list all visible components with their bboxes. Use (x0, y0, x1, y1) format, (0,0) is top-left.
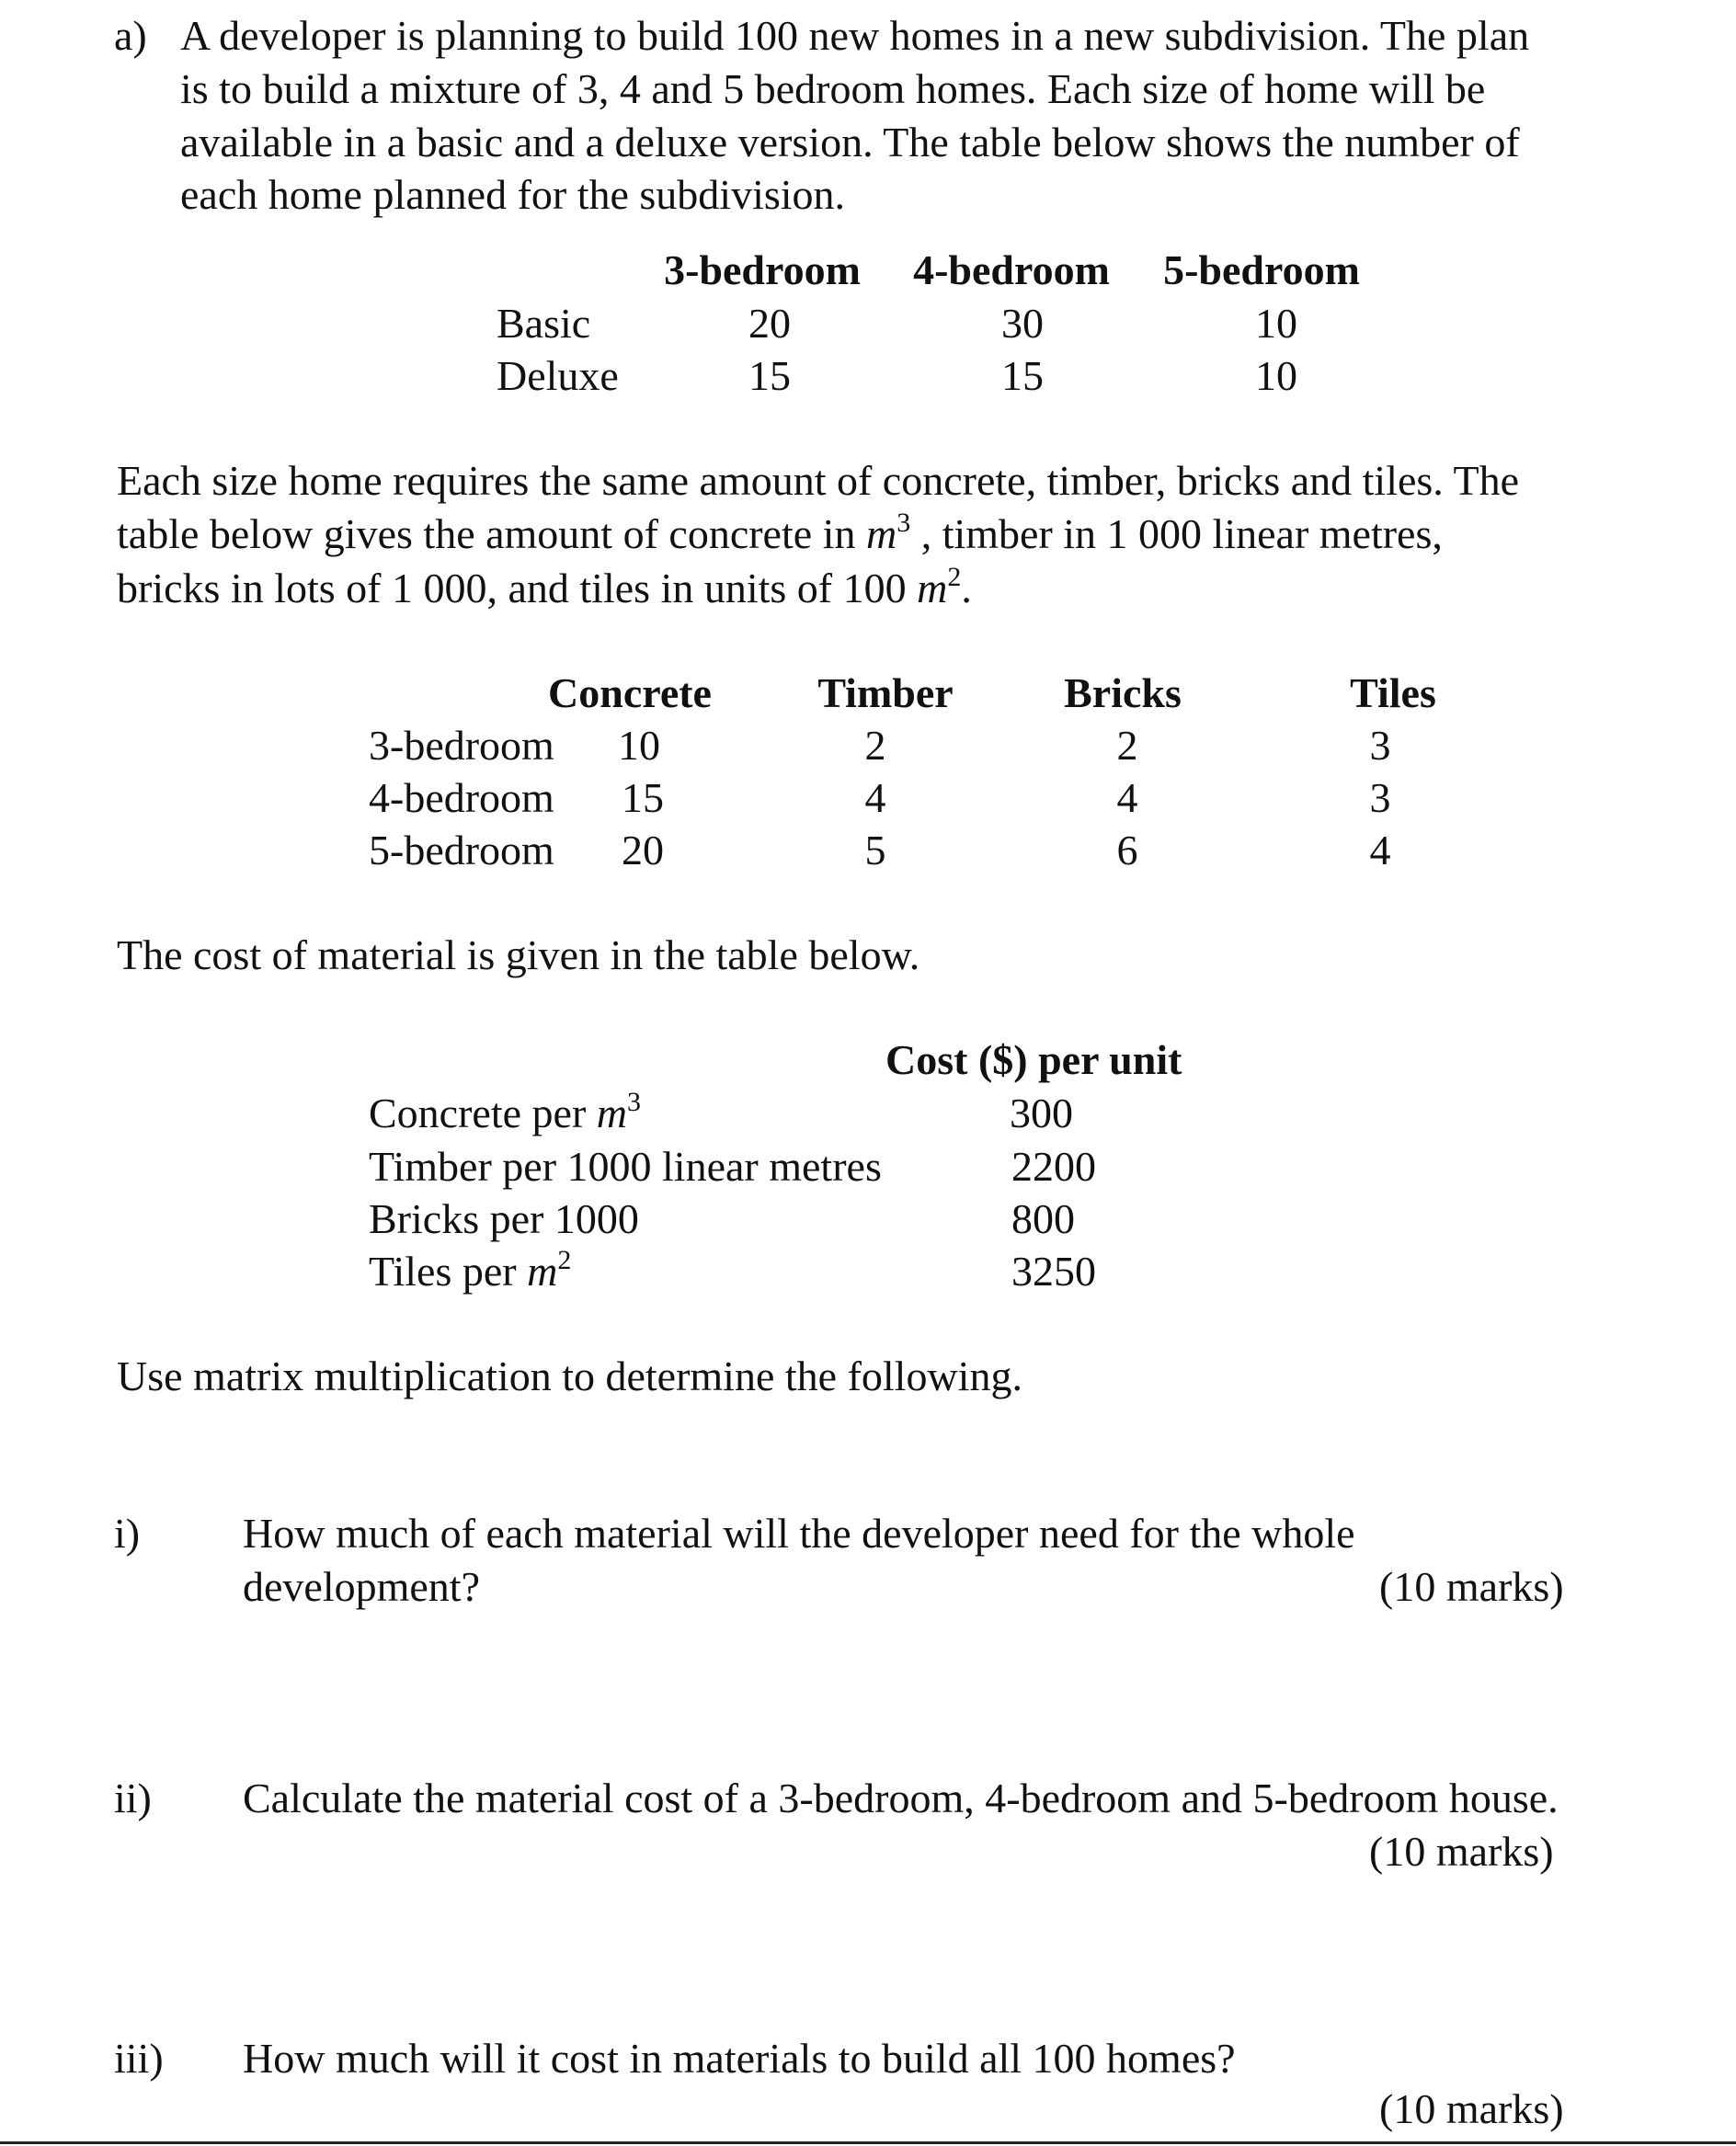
cost-table-row-label: Tiles per $m^2$ (369, 1244, 572, 1295)
page-bottom-rule (0, 2141, 1736, 2144)
instruction: Use matrix multiplication to determine the following. (117, 1353, 1022, 1399)
materials-table-cell: 20 (622, 827, 664, 873)
cost-table-header: Cost ($) per unit (885, 1036, 1182, 1083)
materials-table-cell: 10 (618, 722, 660, 769)
homes-table-cell: 15 (1001, 352, 1044, 399)
homes-table-cell: 20 (748, 300, 791, 347)
part-label: a) (114, 12, 147, 59)
materials-table-cell: 5 (864, 827, 886, 873)
question-text: Calculate the material cost of a 3-bedroom, 4-bedroom and 5-bedroom house. (243, 1775, 1559, 1821)
materials-table-cell: 6 (1116, 827, 1138, 873)
materials-table-cell: 4 (864, 774, 886, 821)
cost-table-value: 3250 (1011, 1248, 1096, 1295)
materials-intro-line: bricks in lots of 1 000, and tiles in units of 100 $m^2$. (117, 561, 972, 611)
homes-table-col-header: 3-bedroom (664, 246, 861, 293)
homes-table-cell: 10 (1255, 300, 1297, 347)
materials-table-row-label: 3-bedroom (369, 722, 554, 769)
materials-table-cell: 15 (622, 774, 664, 821)
materials-table-row-label: 5-bedroom (369, 827, 554, 873)
materials-table-col-header: Bricks (1064, 669, 1182, 716)
question-number: iii) (114, 2035, 164, 2082)
question-number: ii) (114, 1775, 152, 1821)
intro-line: A developer is planning to build 100 new homes in a new subdivision. The plan (180, 12, 1530, 59)
homes-table-row-label: Deluxe (497, 352, 619, 399)
homes-table-cell: 15 (748, 352, 791, 399)
intro-line: available in a basic and a deluxe version. The table below shows the number of (180, 119, 1520, 166)
materials-table-cell: 3 (1369, 774, 1391, 821)
materials-table-row-label: 4-bedroom (369, 774, 554, 821)
cost-intro: The cost of material is given in the table below. (117, 931, 920, 978)
intro-line: is to build a mixture of 3, 4 and 5 bedroom homes. Each size of home will be (180, 65, 1486, 112)
cost-table-row-label: Concrete per $m^3$ (369, 1086, 642, 1136)
materials-table-cell: 2 (864, 722, 886, 769)
question-number: i) (114, 1510, 141, 1557)
question-text: development? (243, 1563, 481, 1610)
intro-line: each home planned for the subdivision. (180, 171, 846, 218)
question-marks: (10 marks) (1379, 2085, 1564, 2132)
materials-table-col-header: Tiles (1350, 669, 1436, 716)
materials-intro-line: Each size home requires the same amount of concrete, timber, bricks and tiles. The (117, 457, 1519, 504)
homes-table-row-label: Basic (497, 300, 591, 347)
cost-table-value: 300 (1010, 1090, 1073, 1136)
materials-intro-line: table below gives the amount of concrete in $m^3$ , timber in 1 000 linear metres, (117, 507, 1443, 557)
materials-table-col-header: Timber (817, 669, 954, 716)
cost-table-row-label: Bricks per 1000 (369, 1195, 639, 1242)
question-text: How much of each material will the developer need for the whole (243, 1510, 1355, 1557)
question-marks: (10 marks) (1369, 1828, 1554, 1875)
materials-table-cell: 4 (1116, 774, 1138, 821)
materials-table-cell: 3 (1369, 722, 1391, 769)
materials-table-cell: 2 (1116, 722, 1138, 769)
homes-table-col-header: 4-bedroom (913, 246, 1110, 293)
homes-table-cell: 10 (1255, 352, 1297, 399)
materials-table-col-header: Concrete (548, 669, 712, 716)
cost-table-value: 800 (1011, 1195, 1075, 1242)
question-text: How much will it cost in materials to build all 100 homes? (243, 2035, 1236, 2082)
homes-table-col-header: 5-bedroom (1163, 246, 1360, 293)
cost-table-value: 2200 (1011, 1143, 1096, 1190)
question-marks: (10 marks) (1379, 1563, 1564, 1610)
homes-table-cell: 30 (1001, 300, 1044, 347)
materials-table-cell: 4 (1369, 827, 1391, 873)
cost-table-row-label: Timber per 1000 linear metres (369, 1143, 882, 1190)
